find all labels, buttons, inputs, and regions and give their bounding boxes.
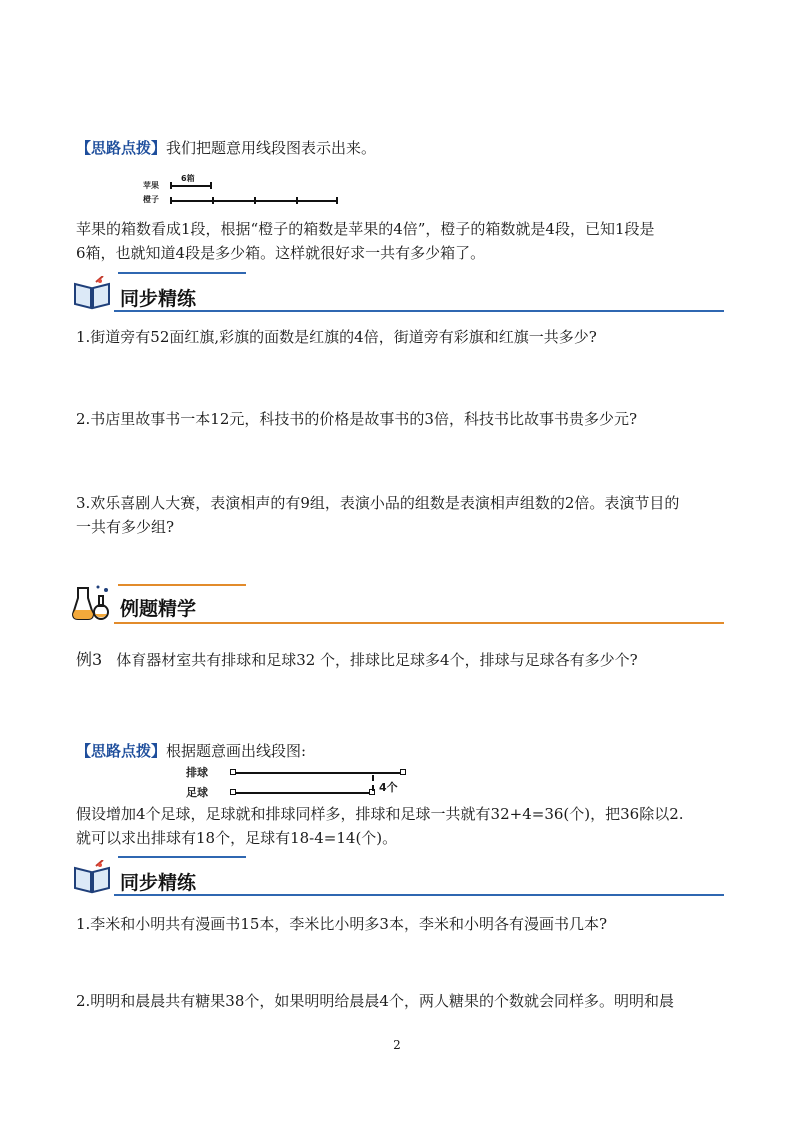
section-title: 例题精学 — [120, 598, 197, 620]
orange-tick-0 — [170, 197, 172, 204]
apple-tick-end — [210, 182, 212, 189]
title-overline — [118, 856, 246, 858]
section-header-practice-1 — [72, 272, 724, 316]
hint-text: 根据题意画出线段图: — [166, 742, 307, 760]
practice2-question-1: 1.李米和小明共有漫画书15本，李米比小明多3本，李米和小明各有漫画书几本? — [76, 915, 607, 933]
apple-tick-start — [170, 182, 172, 189]
section-rule — [114, 622, 724, 624]
apple-segment — [170, 185, 212, 187]
football-endpoint-start — [230, 789, 236, 795]
orange-tick-3 — [296, 197, 298, 204]
explanation-line-2: 6箱，也就知道4段是多少箱。这样就很好求一共有多少箱了。 — [76, 244, 486, 262]
title-overline — [118, 584, 246, 586]
example-text: 体育器材室共有排球和足球32 个，排球比足球多4个，排球与足球各有多少个? — [116, 651, 638, 669]
explanation2-line-1: 假设增加4个足球，足球就和排球同样多，排球和足球一共就有32+4=36(个)，把36除以2. — [76, 805, 684, 823]
apple-label: 苹果 — [143, 181, 159, 190]
practice-question-2: 2.书店里故事书一本12元，科技书的价格是故事书的3倍，科技书比故事书贵多少元? — [76, 410, 637, 428]
section-header-example — [72, 582, 724, 626]
orange-tick-1 — [212, 197, 214, 204]
page-number: 2 — [393, 1038, 401, 1052]
hint-line-1 — [76, 136, 376, 160]
line-segment-diagram-apple-orange — [143, 172, 353, 206]
football-label: 足球 — [186, 786, 208, 799]
practice2-question-2: 2.明明和晨晨共有糖果38个，如果明明给晨晨4个，两人糖果的个数就会同样多。明明和晨 — [76, 992, 674, 1010]
hint-line-2 — [76, 739, 306, 763]
hint-text: 我们把题意用线段图表示出来。 — [166, 139, 377, 157]
practice-question-3-line-2: 一共有多少组? — [76, 518, 175, 536]
hint-tag: 【思路点拨】 — [76, 139, 167, 157]
section-rule — [114, 310, 724, 312]
explanation-line-1: 苹果的箱数看成1段，根据“橙子的箱数是苹果的4倍”，橙子的箱数就是4段，已知1段是 — [76, 220, 655, 238]
volleyball-label: 排球 — [186, 766, 208, 779]
line-segment-diagram-volleyball-football — [186, 764, 426, 800]
explanation2-line-2: 就可以求出排球有18个，足球有18-4=14(个)。 — [76, 829, 398, 847]
hint-tag: 【思路点拨】 — [76, 742, 167, 760]
flask-icon — [72, 584, 112, 622]
practice-question-3-line-1: 3.欢乐喜剧人大赛，表演相声的有9组，表演小品的组数是表演相声组数的2倍。表演节目的 — [76, 494, 680, 512]
football-segment — [231, 792, 371, 794]
practice-question-1: 1.街道旁有52面红旗,彩旗的面数是红旗的4倍，街道旁有彩旗和红旗一共多少? — [76, 328, 597, 346]
open-book-icon — [72, 276, 112, 310]
volleyball-segment — [231, 772, 406, 774]
orange-label: 橙子 — [143, 195, 159, 204]
example-label: 例3 — [76, 650, 103, 669]
section-header-practice-2 — [72, 856, 724, 900]
orange-tick-4 — [336, 197, 338, 204]
title-overline — [118, 272, 246, 274]
orange-tick-2 — [254, 197, 256, 204]
section-title: 同步精练 — [120, 288, 197, 310]
section-rule — [114, 894, 724, 896]
difference-dashed-line — [372, 775, 374, 791]
difference-label: 4个 — [379, 781, 398, 794]
segment-label-6-boxes: 6箱 — [181, 174, 195, 183]
open-book-icon — [72, 860, 112, 894]
section-title: 同步精练 — [120, 872, 197, 894]
volleyball-endpoint-end — [400, 769, 406, 775]
example-3 — [76, 648, 638, 672]
volleyball-endpoint-start — [230, 769, 236, 775]
